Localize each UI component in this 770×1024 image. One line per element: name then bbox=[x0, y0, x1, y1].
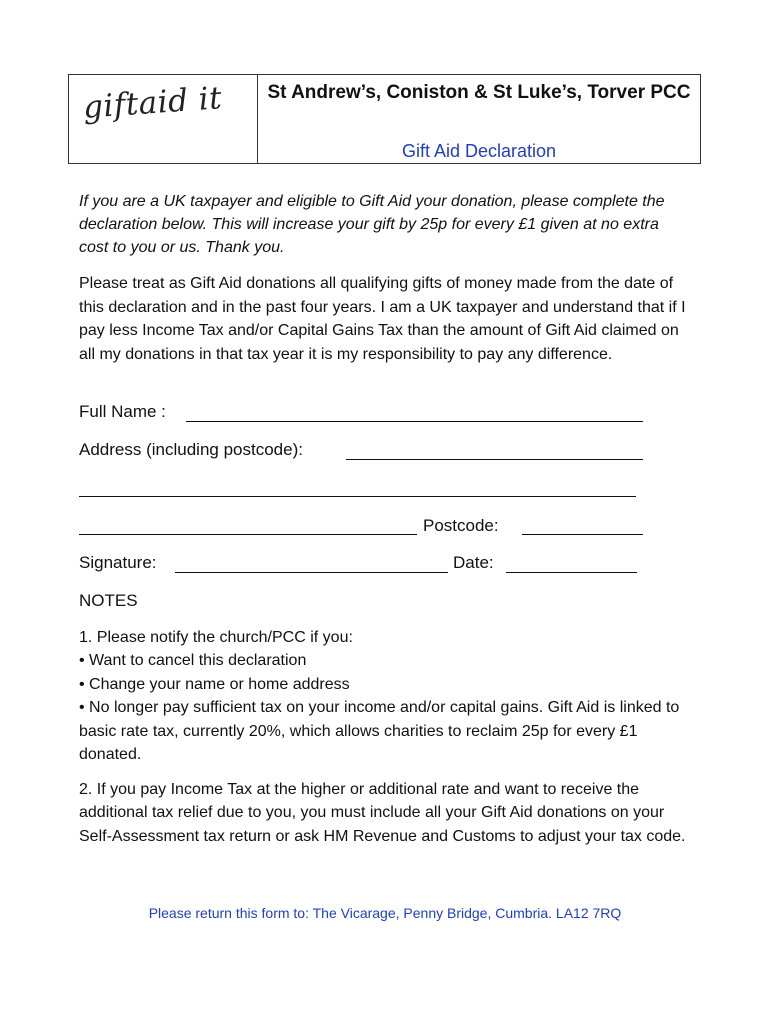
logo-cell bbox=[69, 75, 258, 163]
giftaid-logo: giftaid it bbox=[81, 80, 224, 126]
note-bullet-tax: • No longer pay sufficient tax on your income and/or capital gains. Gift Aid is linked to basic rate tax, currently 20%, which allows charities to reclaim 25p for every £1 donated. bbox=[79, 699, 680, 764]
signature-label: Signature: bbox=[79, 553, 157, 572]
postcode-label: Postcode: bbox=[423, 516, 499, 535]
note-1 bbox=[79, 626, 699, 766]
date-label: Date: bbox=[453, 553, 494, 572]
declaration-text: Please treat as Gift Aid donations all qualifying gifts of money made from the date of this declaration and in the past four years. I am a UK taxpayer and understand that if I pay less Income Tax and/or Capital Gains Tax than the amount of Gift Aid claimed on all my donations in that tax year it is my responsibility to pay any difference. bbox=[79, 275, 686, 363]
notes-heading: NOTES bbox=[79, 591, 138, 610]
note-bullet-cancel: • Want to cancel this declaration bbox=[79, 652, 307, 670]
note-2: 2. If you pay Income Tax at the higher or additional rate and want to receive the additional tax relief due to you, you must include all your Gift Aid donations on your Self-Assessment tax return or ask HM Revenue and Customs to adjust your tax code. bbox=[79, 781, 686, 845]
full-name-label: Full Name : bbox=[79, 402, 166, 421]
address-label: Address (including postcode): bbox=[79, 440, 303, 459]
full-name-field[interactable] bbox=[186, 421, 643, 422]
note-1-intro: 1. Please notify the church/PCC if you: bbox=[79, 629, 353, 646]
signature-field[interactable] bbox=[175, 572, 448, 573]
form-subtitle: Gift Aid Declaration bbox=[401, 141, 557, 161]
form-header bbox=[68, 74, 701, 164]
postcode-field[interactable] bbox=[522, 534, 643, 535]
page-title: St Andrew’s, Coniston & St Luke’s, Torver PCC bbox=[267, 82, 691, 103]
return-address: Please return this form to: The Vicarage, Penny Bridge, Cumbria. LA12 7RQ bbox=[148, 905, 622, 921]
title-cell bbox=[258, 75, 700, 163]
note-bullet-change: • Change your name or home address bbox=[79, 675, 350, 693]
address-field-line-2[interactable] bbox=[79, 496, 636, 497]
address-field-line-3[interactable] bbox=[79, 534, 417, 535]
intro-text: If you are a UK taxpayer and eligible to Gift Aid your donation, please complete the declaration below. This will increase your gift by 25p for every £1 given at no extra cost to you or us. Thank you. bbox=[79, 193, 665, 256]
date-field[interactable] bbox=[506, 572, 637, 573]
address-field-line-1[interactable] bbox=[346, 459, 643, 460]
